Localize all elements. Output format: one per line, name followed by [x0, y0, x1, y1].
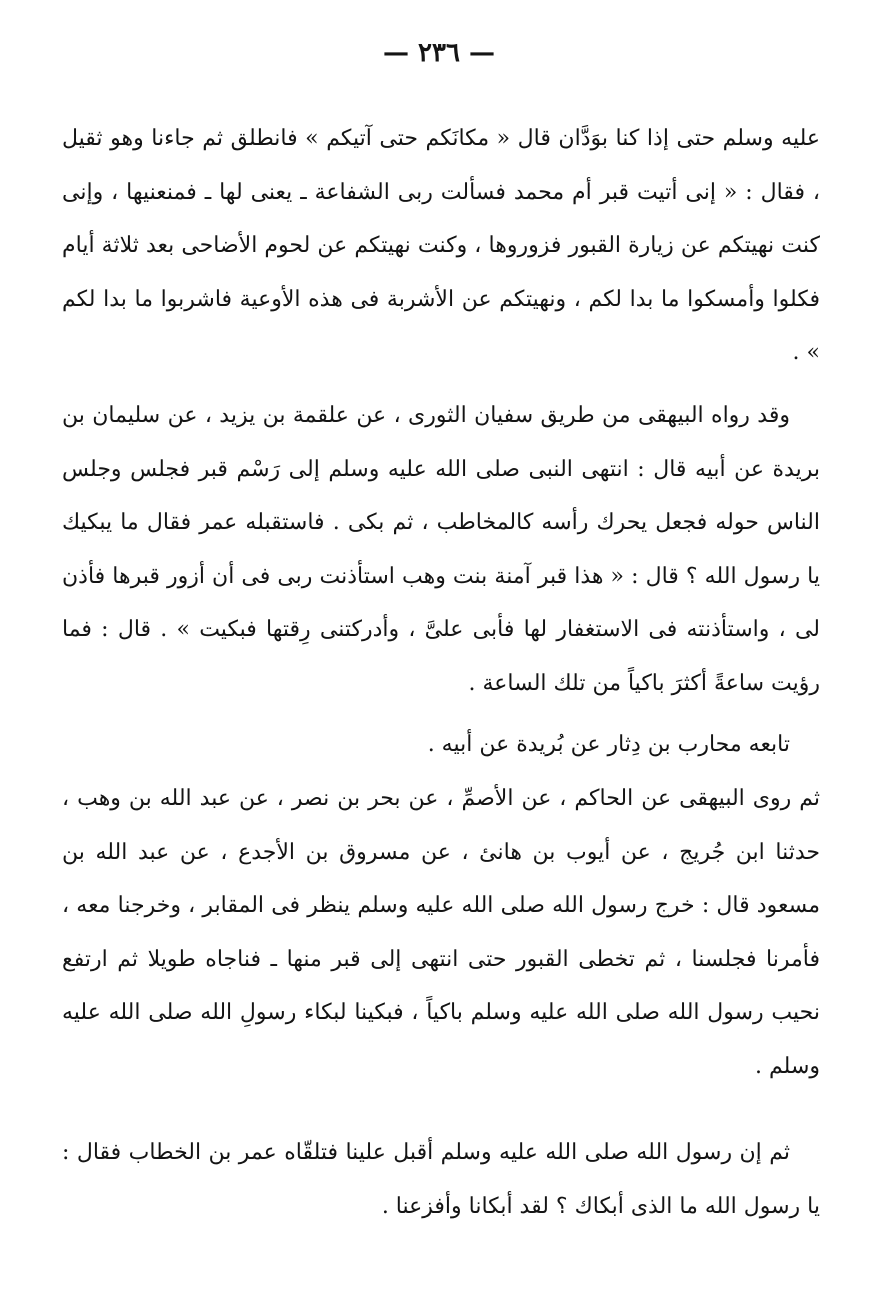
paragraph-3	[62, 718, 820, 772]
paragraph-text: عليه وسلم حتى إذا كنا بوَدَّان قال « مكانَكم حتى آتيكم » فانطلق ثم جاءنا وهو ثقيل ، فقال : « إنى أتيت قبر أم محمد فسألت ربى الشفاعة ـ يعنى لها ـ فمنعنيها ، وإنى كنت نهيتكم عن زيارة القبور فزوروها ، وكنت نهيتكم عن لحوم الأضاحى بعد ثلاثة أيام فكلوا وأمسكوا ما بدا لكم ، ونهيتكم عن الأشربة فى هذه الأوعية فاشربوا ما بدا لكم » .	[62, 126, 820, 366]
paragraph-4	[62, 772, 820, 1094]
paragraph-text: ثم إن رسول الله صلى الله عليه وسلم أقبل علينا فتلقّاه عمر بن الخطاب فقال : يا رسول الله ما الذى أبكاك ؟ لقد أبكانا وأفزعنا .	[62, 1140, 820, 1219]
paragraph-5	[62, 1126, 820, 1233]
paragraph-text: وقد رواه البيهقى من طريق سفيان الثورى ، عن علقمة بن يزيد ، عن سليمان بن بريدة عن أبيه قال : انتهى النبى صلى الله عليه وسلم إلى رَسْم قبر فجلس وجلس الناس حوله فجعل يحرك رأسه كالمخاطب ، ثم بكى . فاستقبله عمر فقال ما يبكيك يا رسول الله ؟ قال : « هذا قبر آمنة بنت وهب استأذنت ربى فى أن أزور قبرها فأذن لى ، واستأذنته فى الاستغفار لها فأبى علىَّ ، وأدركتنى رِقتها فبكيت » . قال : فما رؤيت ساعةً أكثرَ باكياً من تلك الساعة .	[62, 403, 820, 696]
paragraph-text: ثم روى البيهقى عن الحاكم ، عن الأصمِّ ، عن بحر بن نصر ، عن عبد الله بن وهب ، حدثنا ابن جُريج ، عن أيوب بن هانئ ، عن مسروق بن الأجدع ، عن عبد الله بن مسعود قال : خرج رسول الله صلى الله عليه وسلم ينظر فى المقابر ، وخرجنا معه ، فأمرنا فجلسنا ، ثم تخطى القبور حتى انتهى إلى قبر منها ـ فناجاه طويلا ثم ارتفع نحيب رسول الله صلى الله عليه وسلم باكياً ، فبكينا لبكاء رسولِ الله صلى الله عليه وسلم .	[62, 786, 820, 1079]
page-number: — ٢٣٦ —	[382, 38, 496, 68]
paragraph-2	[62, 389, 820, 711]
paragraph-text: تابعه محارب بن دِثار عن بُريدة عن أبيه .	[427, 732, 790, 757]
paragraph-1	[62, 112, 820, 380]
